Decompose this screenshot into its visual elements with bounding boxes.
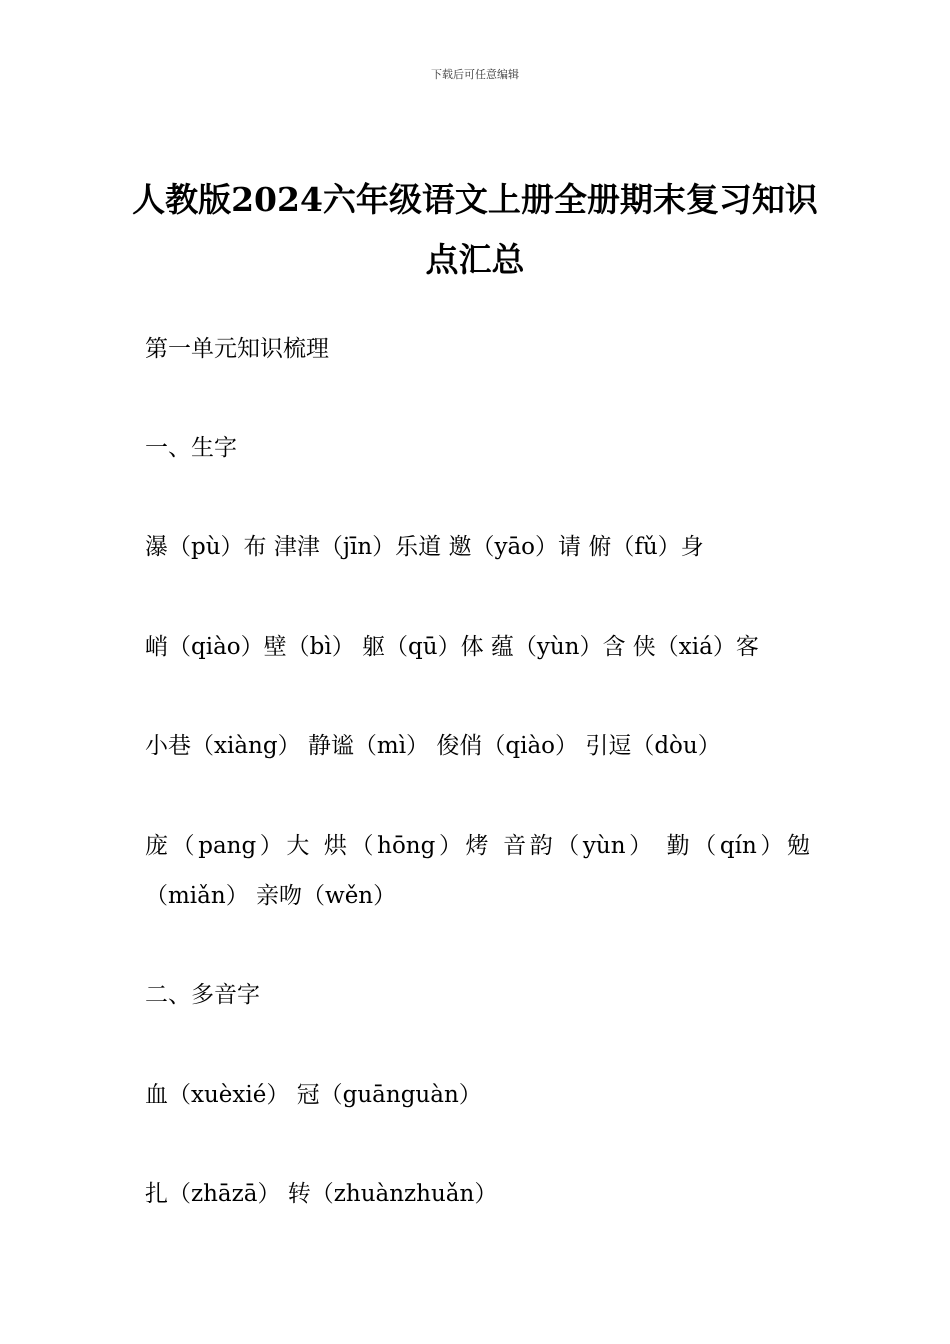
section-heading-polyphones: 二、多音字 bbox=[145, 982, 260, 1008]
polyphone-line: 扎（zhāzā） 转（zhuànzhuǎn） bbox=[145, 1181, 498, 1207]
polyphone-line: 血（xuèxié） 冠（guānguàn） bbox=[145, 1082, 482, 1108]
vocab-line: 瀑（pù）布 津津（jīn）乐道 邀（yāo）请 俯（fǔ）身 bbox=[145, 534, 704, 560]
vocab-line: 小巷（xiàng） 静谧（mì） 俊俏（qiào） 引逗（dòu） bbox=[145, 733, 721, 759]
vocab-line: 峭（qiào）壁（bì） 躯（qū）体 蕴（yùn）含 侠（xiá）客 bbox=[145, 634, 759, 660]
section-heading-characters: 一、生字 bbox=[145, 435, 237, 461]
unit-heading: 第一单元知识梳理 bbox=[145, 336, 329, 362]
header-note: 下载后可任意编辑 bbox=[431, 68, 519, 81]
vocab-line: 庞（pang）大 烘（hōng）烤 音韵（yùn） 勤（qín）勉（miǎn） 亲吻（wěn） bbox=[145, 833, 810, 909]
document-title: 人教版2024六年级语文上册全册期末复习知识点汇总 bbox=[132, 180, 818, 279]
